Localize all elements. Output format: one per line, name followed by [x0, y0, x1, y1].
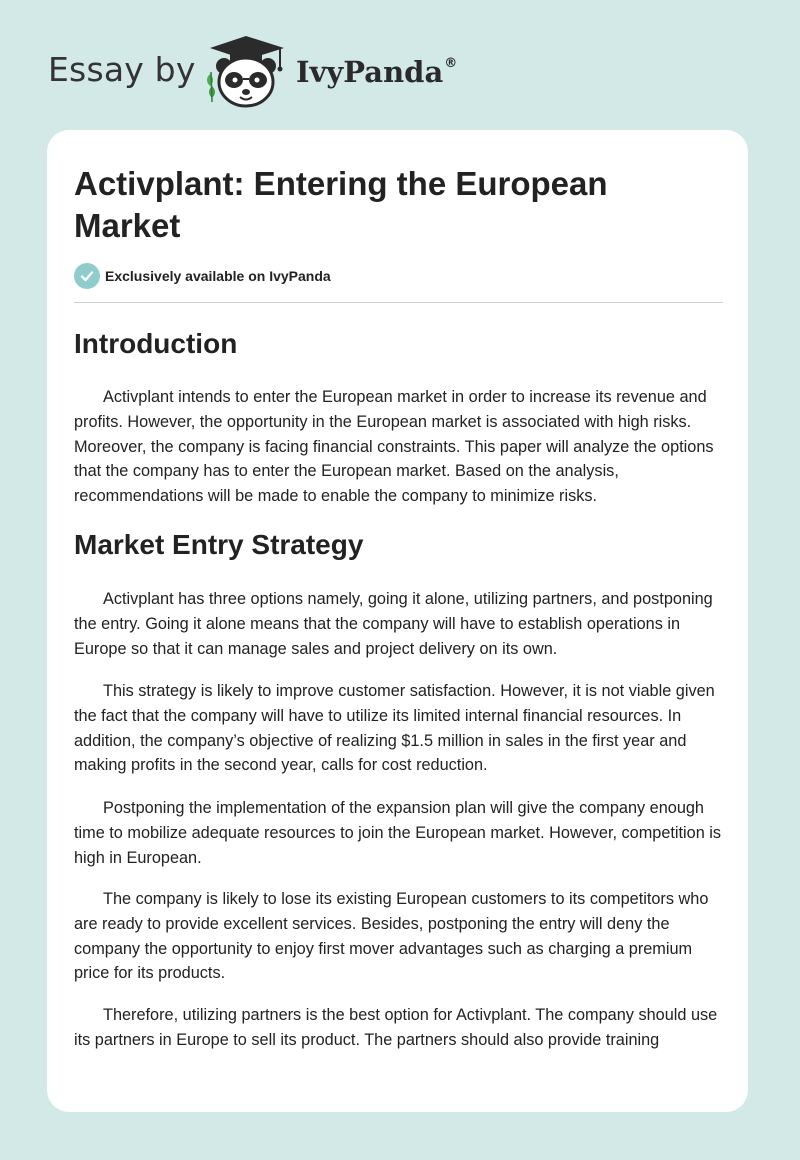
check-icon: [74, 263, 100, 289]
essay-title: Activplant: Entering the European Market: [74, 165, 608, 244]
paragraph: Activplant has three options namely, going it alone, utilizing partners, and postponing the entry. Going it alone means that the company will have to establish operations in Europe so that it can manage sales and project delivery on its own.: [74, 590, 713, 658]
trademark-symbol: ®: [444, 56, 458, 72]
brand-prefix: Essay by: [48, 50, 196, 89]
exclusive-label: Exclusively available on IvyPanda: [105, 268, 331, 284]
paragraph: This strategy is likely to improve customer satisfaction. However, it is not viable given the fact that the company will have to utilize its limited internal financial resources. In addition, the company’s objective of realizing $1.5 million in sales in the first year and making profits in the second year, calls for cost reduction.: [74, 682, 715, 775]
essay-card: [47, 130, 748, 1112]
section-heading-market-entry: Market Entry Strategy: [74, 529, 364, 560]
exclusive-notice: [74, 263, 331, 289]
section-heading-introduction: Introduction: [74, 328, 238, 359]
panda-graduate-icon: [200, 34, 292, 110]
brand-header: [0, 0, 800, 130]
paragraph: Therefore, utilizing partners is the best option for Activplant. The company should use its partners in Europe to sell its product. The partners should also provide training: [74, 1006, 718, 1049]
divider: [74, 302, 723, 303]
paragraph: Postponing the implementation of the expansion plan will give the company enough time to mobilize adequate resources to join the European market. However, competition is high in European.: [74, 799, 722, 867]
paragraph: The company is likely to lose its existing European customers to its competitors who are ready to provide excellent services. Besides, postponing the entry will deny the company the opportunity to enjoy first mover advantages such as charging a premium price for its products.: [74, 890, 709, 983]
ivypanda-logo[interactable]: [200, 34, 292, 115]
paragraph: Activplant intends to enter the European market in order to increase its revenue and profits. However, the opportunity in the European market is associated with high risks. Moreover, the company is facing financial constraints. This paper will analyze the options that the company has to enter the European market. Based on the analysis, recommendations will be made to enable the company to minimize risks.: [74, 388, 714, 506]
brand-name[interactable]: IvyPanda®: [296, 55, 458, 89]
